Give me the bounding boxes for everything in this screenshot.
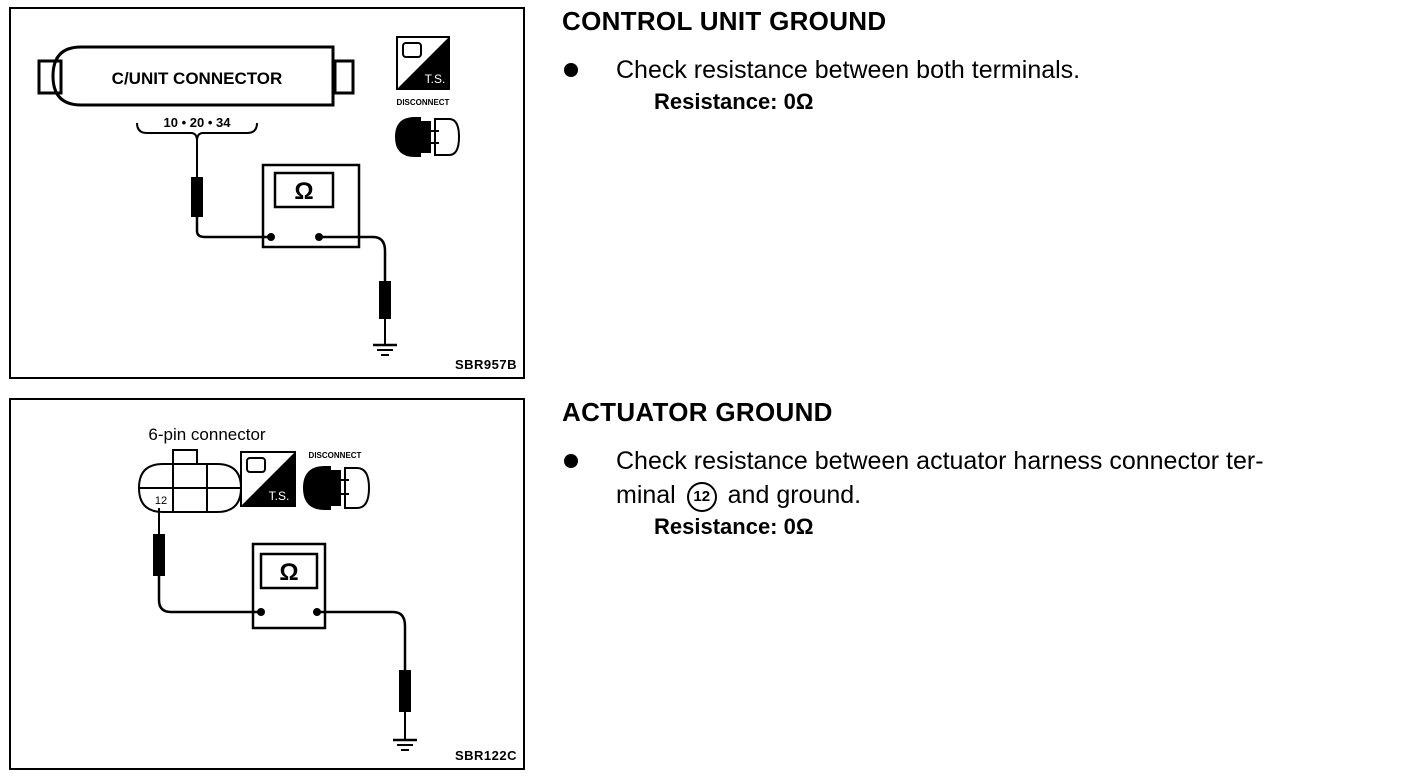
connector-label: 6-pin connector [148,425,266,444]
terminals-label: 10 • 20 • 34 [163,115,231,130]
ohmmeter-icon [263,165,359,247]
ts-label: T.S. [268,489,290,503]
diagram-control-unit [11,9,523,377]
resistance-spec: Resistance: 0Ω [654,89,814,114]
bullet-text: Check resistance between both terminals. [616,56,1081,84]
bullet-item [562,53,1412,87]
connector-label: C/UNIT CONNECTOR [111,69,283,88]
diagram-actuator [11,400,523,768]
ignition-key-icon [241,452,295,506]
figure-code: SBR957B [454,357,517,372]
meter-symbol: Ω [279,559,299,586]
ground-icon [393,740,417,750]
pin-label: 12 [154,495,168,507]
section-heading: ACTUATOR GROUND [562,397,833,427]
bullet-item [562,444,1412,512]
bullet-dot [564,63,578,77]
disconnect-plug-icon [395,117,459,157]
bullet-text-line2-end: and ground. [727,481,862,509]
section-heading: CONTROL UNIT GROUND [562,6,887,36]
bullet-dot [564,454,578,468]
figure-actuator-ground [9,398,525,770]
bullet-text-line2: minal [616,481,676,509]
section-control-unit-ground [562,6,1412,117]
ground-icon [373,345,397,355]
connector-icon [139,450,241,512]
bullet-text-line1: Check resistance between actuator harness connector ter- [616,447,1264,475]
ohmmeter-icon [253,544,325,628]
terminal-number-badge: 12 [687,482,717,512]
disconnect-label: DISCONNECT [396,98,450,107]
connector-icon [39,47,353,105]
ts-label: T.S. [424,72,446,86]
terminals-brace [137,115,257,141]
disconnect-label: DISCONNECT [308,451,362,460]
ignition-key-icon [397,37,449,89]
resistance-spec: Resistance: 0Ω [654,514,814,539]
section-actuator-ground [562,397,1412,542]
disconnect-plug-icon [303,466,369,510]
meter-symbol: Ω [294,178,314,205]
figure-code: SBR122C [454,748,517,763]
figure-control-unit-ground [9,7,525,379]
